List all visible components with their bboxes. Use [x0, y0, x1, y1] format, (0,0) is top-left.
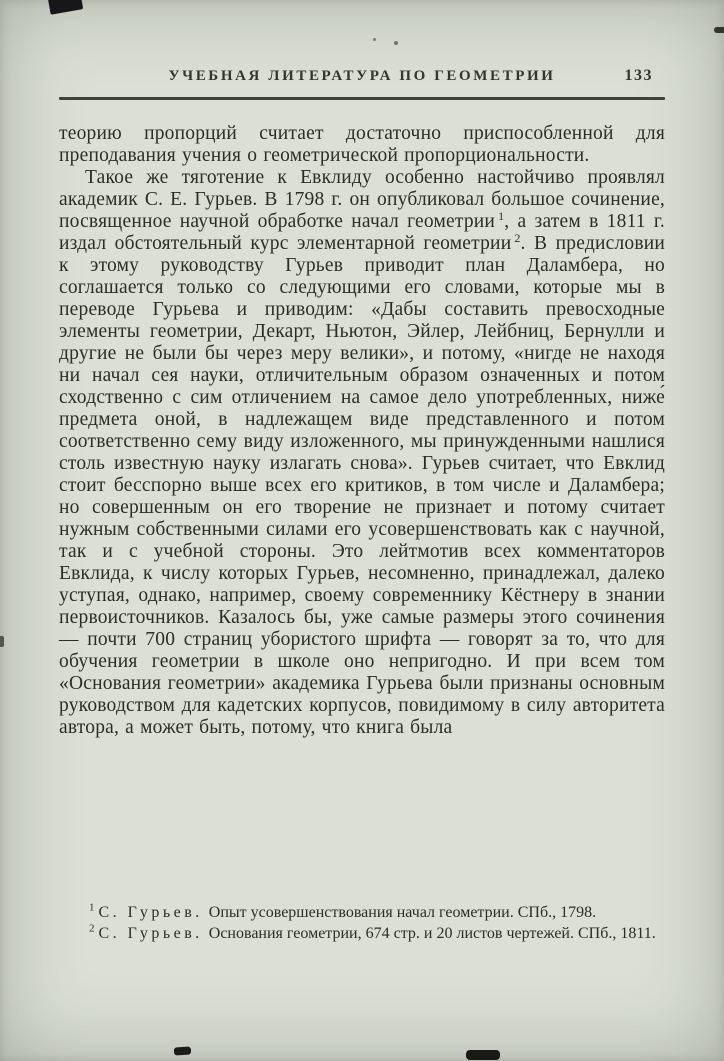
header-rule: [59, 97, 665, 100]
footnote-1-text: Опыт усовершенствования начал геометрии. СПб., 1798.: [208, 904, 597, 921]
running-header: [59, 66, 665, 88]
scan-artifact: [373, 38, 376, 41]
paragraph-1: теорию пропорций считает достаточно приспособленной для преподавания учения о геометрической пропорциональности.: [59, 123, 665, 166]
scan-artifact: [48, 0, 83, 15]
scan-artifact: [714, 27, 724, 33]
footnote-1-marker: 1: [89, 901, 95, 914]
footnote-1: [59, 903, 665, 924]
page-content: [59, 66, 665, 739]
scan-artifact: [174, 1046, 192, 1055]
scan-artifact: [394, 41, 398, 45]
footnote-2-author: С. Гурьев.: [98, 924, 203, 942]
footnote-2-text: Основания геометрии, 674 стр. и 20 листов чертежей. СПб., 1811.: [208, 924, 656, 942]
body-text: [59, 123, 665, 739]
page-number: 133: [624, 67, 653, 84]
footnote-2-marker: 2: [89, 922, 95, 935]
paragraph-2-text: . В предисловии к этому руководству Гурьев приводит план Даламбера, но соглашается только со следующими его словами, которые мы в переводе Гурьева и приводим: «Дабы составить превосходные элементы геометрии, Декарт, Ньютон, Эйлер, Лейбниц, Бернулли и другие не были бы через меру велики», и потому, «нигде не находя ни начал сея науки, отличительным образом означенных и потом сходственно с сим отличением на самое дело употребленных, ниже́ предмета оной, в надлежащем виде представленного и потом соответственно сему виду изложенного, мы принужденными нашлися столь известную науку излагать снова». Гурьев считает, что Евклид стоит бесспорно выше всех его критиков, в том числе и Даламбера; но совершенным он его творение не признает и потому считает нужным собственными силами его усовершенствовать как с научной, так и с учебной стороны. Это лейтмотив всех комментаторов Евклида, к числу которых Гурьев, несомненно, принадлежал, далеко уступая, однако, например, своему современнику Кёстнеру в знании первоисточников. Казалось бы, уже самые размеры этого сочинения — почти 700 страниц убористого шрифта — говорят за то, что для обучения геометрии в школе оно непригодно. И при всем том «Основания геометрии» академика Гурьева были признаны основным руководством для кадетских корпусов, повидимому в силу авторитета автора, а может быть, потому, что книга была: [59, 233, 665, 738]
footnote-2: [59, 924, 665, 945]
paragraph-2-text: Такое же тяготение к Евклиду особенно настойчиво проявлял академик С. Е. Гурьев. В 1798 г. он опубликовал большое сочинение, посвященное научной обработке начал геометрии: [59, 167, 665, 232]
scan-artifact: [466, 1050, 500, 1060]
paragraph-2: [59, 167, 665, 739]
footnote-1-author: С. Гурьев.: [98, 904, 203, 921]
scan-artifact: [0, 636, 4, 647]
running-header-title: УЧЕБНАЯ ЛИТЕРАТУРА ПО ГЕОМЕТРИИ: [168, 68, 556, 84]
footnotes: [59, 903, 665, 944]
paragraph-2-text: , а затем в 1811 г. издал обстоятельный курс элементарной геометрии: [59, 211, 665, 254]
footnote-ref-2: 2: [514, 230, 521, 245]
footnote-ref-1: 1: [498, 208, 505, 223]
